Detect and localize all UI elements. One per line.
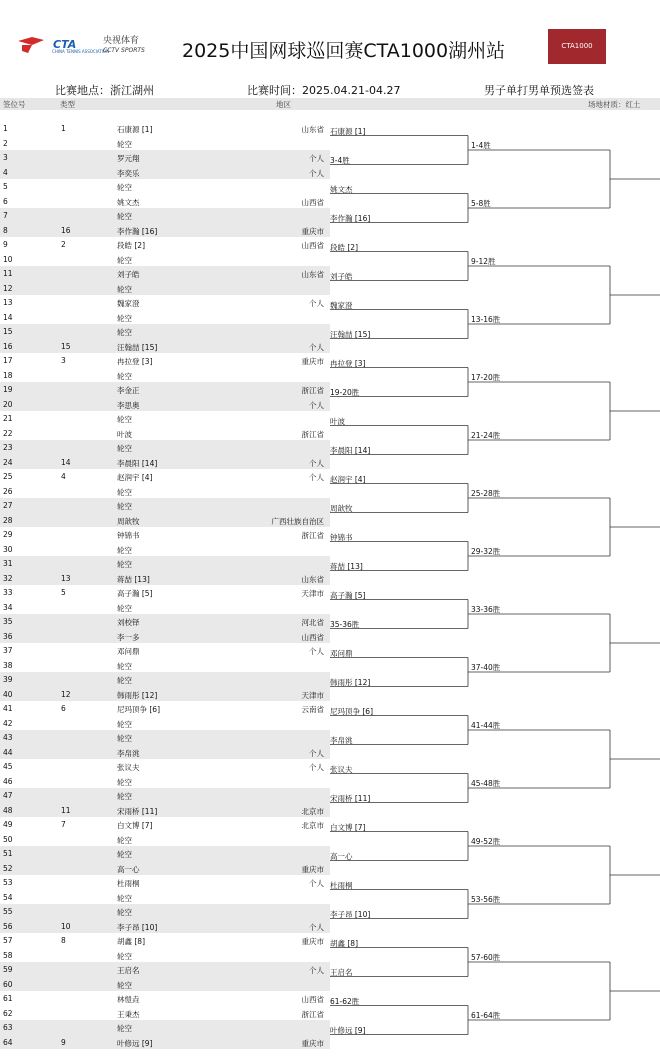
round1-winner: 李晨阳 [14] bbox=[330, 445, 371, 455]
draw-number: 1 bbox=[3, 124, 8, 133]
player-name: 韩雨彤 [12] bbox=[117, 690, 158, 700]
player-name: 轮空 bbox=[117, 371, 132, 381]
player-name: 林愷垚 bbox=[117, 995, 140, 1004]
player-region: 山西省 bbox=[301, 995, 324, 1004]
round2-label: 53-56胜 bbox=[471, 895, 501, 904]
player-region: 个人 bbox=[309, 299, 324, 308]
draw-number: 25 bbox=[3, 472, 13, 481]
round2-label: 41-44胜 bbox=[471, 721, 501, 730]
player-name: 白文博 [7] bbox=[117, 821, 153, 830]
round2-label: 9-12胜 bbox=[471, 257, 496, 266]
event-text: 男子单打男单预选签表 bbox=[484, 84, 594, 97]
player-name: 冉拉登 [3] bbox=[117, 357, 153, 366]
player-name: 高子瀚 [5] bbox=[117, 589, 153, 598]
seed-number: 4 bbox=[61, 472, 66, 481]
player-name: 钟锦书 bbox=[117, 531, 140, 540]
draw-number: 28 bbox=[3, 515, 13, 525]
player-name: 段皓 [2] bbox=[117, 241, 146, 250]
player-name: 轮空 bbox=[117, 328, 132, 337]
player-name: 李作瀚 [16] bbox=[117, 226, 158, 236]
player-name: 轮空 bbox=[117, 183, 132, 192]
round1-winner: 张议夫 bbox=[330, 764, 353, 774]
round2-label: 17-20胜 bbox=[471, 373, 501, 382]
draw-number: 35 bbox=[3, 617, 13, 626]
draw-number: 17 bbox=[3, 356, 13, 365]
player-region: 山西省 bbox=[301, 197, 324, 207]
draw-number: 37 bbox=[3, 646, 13, 655]
player-region: 个人 bbox=[309, 458, 324, 468]
draw-number: 44 bbox=[3, 747, 13, 757]
player-name: 刘子皓 bbox=[117, 270, 140, 279]
draw-number: 22 bbox=[3, 428, 13, 438]
draw-number: 50 bbox=[3, 834, 13, 844]
round2-label: 1-4胜 bbox=[471, 141, 491, 150]
draw-number: 34 bbox=[3, 602, 13, 612]
round2-label: 45-48胜 bbox=[471, 779, 501, 788]
draw-number: 51 bbox=[3, 849, 13, 858]
player-name: 轮空 bbox=[117, 545, 132, 555]
draw-number: 55 bbox=[3, 907, 13, 916]
col-type: 类型 bbox=[60, 100, 75, 109]
player-name: 叶修远 [9] bbox=[117, 1038, 153, 1048]
draw-number: 4 bbox=[3, 167, 8, 177]
player-name: 王秉杰 bbox=[117, 1009, 140, 1019]
draw-number: 29 bbox=[3, 530, 13, 539]
draw-number: 57 bbox=[3, 936, 13, 945]
round1-winner: 高子瀚 [5] bbox=[330, 590, 366, 600]
player-region: 个人 bbox=[309, 168, 324, 178]
round1-winner: 3-4胜 bbox=[330, 155, 350, 165]
draw-number: 14 bbox=[3, 312, 13, 322]
draw-number: 12 bbox=[3, 283, 13, 293]
round2-label: 57-60胜 bbox=[471, 953, 501, 962]
round1-winner: 高一心 bbox=[330, 851, 353, 861]
round2-label: 21-24胜 bbox=[471, 431, 501, 440]
player-name: 魏家澄 bbox=[117, 299, 140, 308]
player-name: 汪翰喆 [15] bbox=[117, 342, 158, 352]
draw-number: 58 bbox=[3, 950, 13, 960]
player-name: 轮空 bbox=[117, 719, 132, 729]
player-name: 轮空 bbox=[117, 951, 132, 961]
player-name: 轮空 bbox=[117, 676, 132, 685]
player-name: 轮空 bbox=[117, 444, 132, 453]
draw-number: 36 bbox=[3, 631, 13, 641]
seed-number: 9 bbox=[61, 1037, 66, 1047]
player-name: 杜雨桐 bbox=[117, 879, 140, 888]
player-name: 轮空 bbox=[117, 560, 132, 569]
player-name: 周歆牧 bbox=[117, 516, 140, 526]
player-region: 北京市 bbox=[301, 806, 324, 816]
player-name: 宋雨桥 [11] bbox=[117, 806, 158, 816]
seed-number: 6 bbox=[61, 704, 66, 713]
round1-winner: 叶波 bbox=[330, 416, 345, 426]
draw-number: 41 bbox=[3, 704, 13, 713]
player-name: 轮空 bbox=[117, 893, 132, 903]
draw-number: 47 bbox=[3, 791, 13, 800]
draw-number: 40 bbox=[3, 689, 13, 699]
cta1000-badge: CTA1000 bbox=[548, 29, 606, 64]
player-name: 邓问鼎 bbox=[117, 647, 140, 656]
round1-winner: 李作瀚 [16] bbox=[330, 213, 371, 223]
draw-number: 30 bbox=[3, 544, 13, 554]
player-region: 河北省 bbox=[301, 618, 324, 627]
player-region: 山东省 bbox=[301, 574, 324, 584]
round2-label: 5-8胜 bbox=[471, 199, 491, 208]
player-region: 个人 bbox=[309, 748, 324, 758]
round1-winner: 魏家澄 bbox=[330, 300, 353, 310]
player-region: 山西省 bbox=[301, 241, 324, 250]
seed-number: 13 bbox=[61, 573, 71, 583]
player-name: 轮空 bbox=[117, 734, 132, 743]
player-region: 天津市 bbox=[301, 690, 324, 700]
round1-winner: 段皓 [2] bbox=[330, 242, 359, 252]
draw-number: 59 bbox=[3, 965, 13, 974]
seed-number: 16 bbox=[61, 225, 71, 235]
draw-number: 18 bbox=[3, 370, 13, 380]
player-name: 轮空 bbox=[117, 313, 132, 323]
venue-text: 比赛地点：浙江湖州 bbox=[55, 84, 154, 97]
round1-winner: 蒋喆 [13] bbox=[330, 561, 363, 571]
draw-number: 61 bbox=[3, 994, 13, 1003]
player-name: 石康源 [1] bbox=[117, 125, 153, 134]
player-name: 李晨阳 [14] bbox=[117, 458, 158, 468]
seed-number: 1 bbox=[61, 124, 66, 133]
player-name: 轮空 bbox=[117, 502, 132, 511]
round1-winner: 刘子皓 bbox=[330, 271, 353, 281]
round1-winner: 叶修远 [9] bbox=[330, 1025, 366, 1035]
draw-number: 24 bbox=[3, 457, 13, 467]
round1-winner: 赵润宇 [4] bbox=[330, 474, 366, 484]
player-name: 李一多 bbox=[117, 632, 140, 642]
player-region: 重庆市 bbox=[301, 357, 324, 366]
draw-number: 32 bbox=[3, 573, 13, 583]
draw-number: 2 bbox=[3, 138, 8, 148]
player-region: 天津市 bbox=[301, 589, 324, 598]
col-draw-no: 签位号 bbox=[3, 100, 26, 109]
seed-number: 5 bbox=[61, 588, 66, 597]
player-name: 李奕乐 bbox=[117, 168, 140, 178]
draw-number: 33 bbox=[3, 588, 13, 597]
round1-winner: 邓问鼎 bbox=[330, 648, 353, 658]
draw-number: 38 bbox=[3, 660, 13, 670]
round1-winner: 19-20胜 bbox=[330, 387, 360, 397]
player-region: 个人 bbox=[309, 154, 324, 163]
round1-winner: 尼玛顶争 [6] bbox=[330, 706, 374, 716]
player-region: 重庆市 bbox=[301, 937, 324, 946]
player-name: 轮空 bbox=[117, 139, 132, 149]
player-name: 轮空 bbox=[117, 835, 132, 845]
round1-winner: 宋雨桥 [11] bbox=[330, 793, 371, 803]
draw-number: 15 bbox=[3, 327, 13, 336]
draw-number: 6 bbox=[3, 196, 8, 206]
round1-winner: 李帛洮 bbox=[330, 735, 353, 745]
player-region: 广西壮族自治区 bbox=[271, 516, 324, 526]
player-name: 轮空 bbox=[117, 1024, 132, 1033]
player-name: 姚文杰 bbox=[117, 197, 140, 207]
round2-label: 25-28胜 bbox=[471, 489, 501, 498]
round1-winner: 石康源 [1] bbox=[330, 126, 366, 136]
player-name: 轮空 bbox=[117, 661, 132, 671]
draw-number: 39 bbox=[3, 675, 13, 684]
page-title: 2025中国网球巡回赛CTA1000湖州站 bbox=[182, 40, 506, 62]
player-name: 赵润宇 [4] bbox=[117, 473, 153, 482]
round2-label: 13-16胜 bbox=[471, 315, 501, 324]
player-region: 浙江省 bbox=[301, 429, 324, 439]
player-name: 轮空 bbox=[117, 487, 132, 497]
player-region: 个人 bbox=[309, 473, 324, 482]
player-name: 轮空 bbox=[117, 908, 132, 917]
player-name: 李子昂 [10] bbox=[117, 922, 158, 932]
player-region: 云南省 bbox=[301, 705, 324, 714]
seed-number: 15 bbox=[61, 341, 71, 351]
seed-number: 14 bbox=[61, 457, 71, 467]
round2-label: 49-52胜 bbox=[471, 837, 501, 846]
draw-number: 10 bbox=[3, 254, 13, 264]
seed-number: 8 bbox=[61, 936, 66, 945]
player-name: 蒋喆 [13] bbox=[117, 574, 150, 584]
cctv-logo-subtext: CCTV SPORTS bbox=[103, 47, 145, 54]
player-region: 重庆市 bbox=[301, 226, 324, 236]
player-name: 轮空 bbox=[117, 212, 132, 221]
round1-winner: 李子昂 [10] bbox=[330, 909, 371, 919]
seed-number: 2 bbox=[61, 240, 66, 249]
player-region: 重庆市 bbox=[301, 1038, 324, 1048]
seed-number: 11 bbox=[61, 805, 71, 815]
player-name: 轮空 bbox=[117, 792, 132, 801]
player-region: 浙江省 bbox=[301, 386, 324, 395]
player-name: 李帛洮 bbox=[117, 748, 140, 758]
draw-number: 54 bbox=[3, 892, 13, 902]
round1-winner: 姚文杰 bbox=[330, 184, 353, 194]
draw-number: 52 bbox=[3, 863, 13, 873]
draw-number: 45 bbox=[3, 762, 13, 771]
player-name: 轮空 bbox=[117, 415, 132, 424]
draw-number: 3 bbox=[3, 153, 8, 162]
player-name: 尼玛顶争 [6] bbox=[117, 705, 161, 714]
draw-number: 7 bbox=[3, 211, 8, 220]
player-name: 李思奥 bbox=[117, 400, 140, 410]
draw-number: 63 bbox=[3, 1023, 13, 1032]
player-region: 山东省 bbox=[301, 125, 324, 134]
round1-winner: 白文博 [7] bbox=[330, 822, 366, 832]
round1-winner: 汪翰喆 [15] bbox=[330, 329, 371, 339]
round1-winner: 胡鑫 [8] bbox=[330, 938, 359, 948]
draw-number: 13 bbox=[3, 298, 13, 307]
round2-label: 37-40胜 bbox=[471, 663, 501, 672]
player-name: 李金正 bbox=[117, 386, 140, 395]
col-region: 地区 bbox=[276, 100, 291, 109]
draw-number: 19 bbox=[3, 385, 13, 394]
player-region: 重庆市 bbox=[301, 864, 324, 874]
player-name: 刘校铎 bbox=[117, 618, 140, 627]
draw-number: 53 bbox=[3, 878, 13, 887]
draw-number: 5 bbox=[3, 182, 8, 191]
player-region: 浙江省 bbox=[301, 531, 324, 540]
round1-winner: 周歆牧 bbox=[330, 503, 353, 513]
player-name: 王启名 bbox=[117, 966, 140, 975]
player-region: 北京市 bbox=[301, 821, 324, 830]
round2-label: 33-36胜 bbox=[471, 605, 501, 614]
draw-number: 49 bbox=[3, 820, 13, 829]
draw-number: 56 bbox=[3, 921, 13, 931]
player-name: 轮空 bbox=[117, 777, 132, 787]
draw-number: 62 bbox=[3, 1008, 13, 1018]
draw-number: 43 bbox=[3, 733, 13, 742]
cctv-logo-text: 央视体育 bbox=[103, 36, 140, 46]
player-name: 轮空 bbox=[117, 255, 132, 265]
player-name: 轮空 bbox=[117, 980, 132, 990]
draw-number: 23 bbox=[3, 443, 13, 452]
round1-winner: 王启名 bbox=[330, 967, 353, 977]
round2-label: 61-64胜 bbox=[471, 1011, 501, 1020]
draw-number: 27 bbox=[3, 501, 13, 510]
seed-number: 10 bbox=[61, 921, 71, 931]
round2-label: 29-32胜 bbox=[471, 547, 501, 556]
draw-number: 16 bbox=[3, 341, 13, 351]
player-region: 个人 bbox=[309, 342, 324, 352]
round1-winner: 35-36胜 bbox=[330, 619, 360, 629]
player-name: 轮空 bbox=[117, 284, 132, 294]
seed-number: 12 bbox=[61, 689, 71, 699]
draw-number: 8 bbox=[3, 225, 8, 235]
seed-number: 3 bbox=[61, 356, 66, 365]
cta-logo-subtext: CHINA TENNIS ASSOCIATION bbox=[52, 49, 110, 54]
draw-number: 20 bbox=[3, 399, 13, 409]
player-region: 个人 bbox=[309, 922, 324, 932]
round1-winner: 钟锦书 bbox=[330, 532, 353, 542]
draw-number: 42 bbox=[3, 718, 13, 728]
player-region: 个人 bbox=[309, 966, 324, 975]
player-region: 个人 bbox=[309, 763, 324, 772]
cta-logo: CTA bbox=[53, 38, 77, 51]
draw-number: 31 bbox=[3, 559, 13, 568]
draw-number: 26 bbox=[3, 486, 13, 496]
dates-text: 比赛时间：2025.04.21-04.27 bbox=[247, 84, 401, 97]
player-region: 个人 bbox=[309, 647, 324, 656]
draw-number: 48 bbox=[3, 805, 13, 815]
draw-number: 9 bbox=[3, 240, 8, 249]
player-name: 叶波 bbox=[117, 429, 132, 439]
seed-number: 7 bbox=[61, 820, 66, 829]
player-region: 浙江省 bbox=[301, 1009, 324, 1019]
round1-winner: 61-62胜 bbox=[330, 996, 360, 1006]
player-name: 高一心 bbox=[117, 864, 140, 874]
round1-winner: 韩雨彤 [12] bbox=[330, 677, 371, 687]
draw-number: 21 bbox=[3, 414, 13, 423]
col-surface: 场地材质：红土 bbox=[588, 100, 641, 109]
player-region: 山东省 bbox=[301, 270, 324, 279]
draw-number: 60 bbox=[3, 979, 13, 989]
round1-winner: 杜雨桐 bbox=[330, 880, 353, 890]
player-name: 胡鑫 [8] bbox=[117, 937, 146, 946]
player-name: 张议夫 bbox=[117, 763, 140, 772]
player-region: 个人 bbox=[309, 879, 324, 888]
player-name: 罗元翔 bbox=[117, 154, 140, 163]
round1-winner: 冉拉登 [3] bbox=[330, 358, 366, 368]
player-region: 个人 bbox=[309, 400, 324, 410]
draw-number: 46 bbox=[3, 776, 13, 786]
player-name: 轮空 bbox=[117, 603, 132, 613]
player-name: 轮空 bbox=[117, 850, 132, 859]
player-region: 山西省 bbox=[301, 632, 324, 642]
draw-number: 64 bbox=[3, 1037, 13, 1047]
draw-number: 11 bbox=[3, 269, 13, 278]
